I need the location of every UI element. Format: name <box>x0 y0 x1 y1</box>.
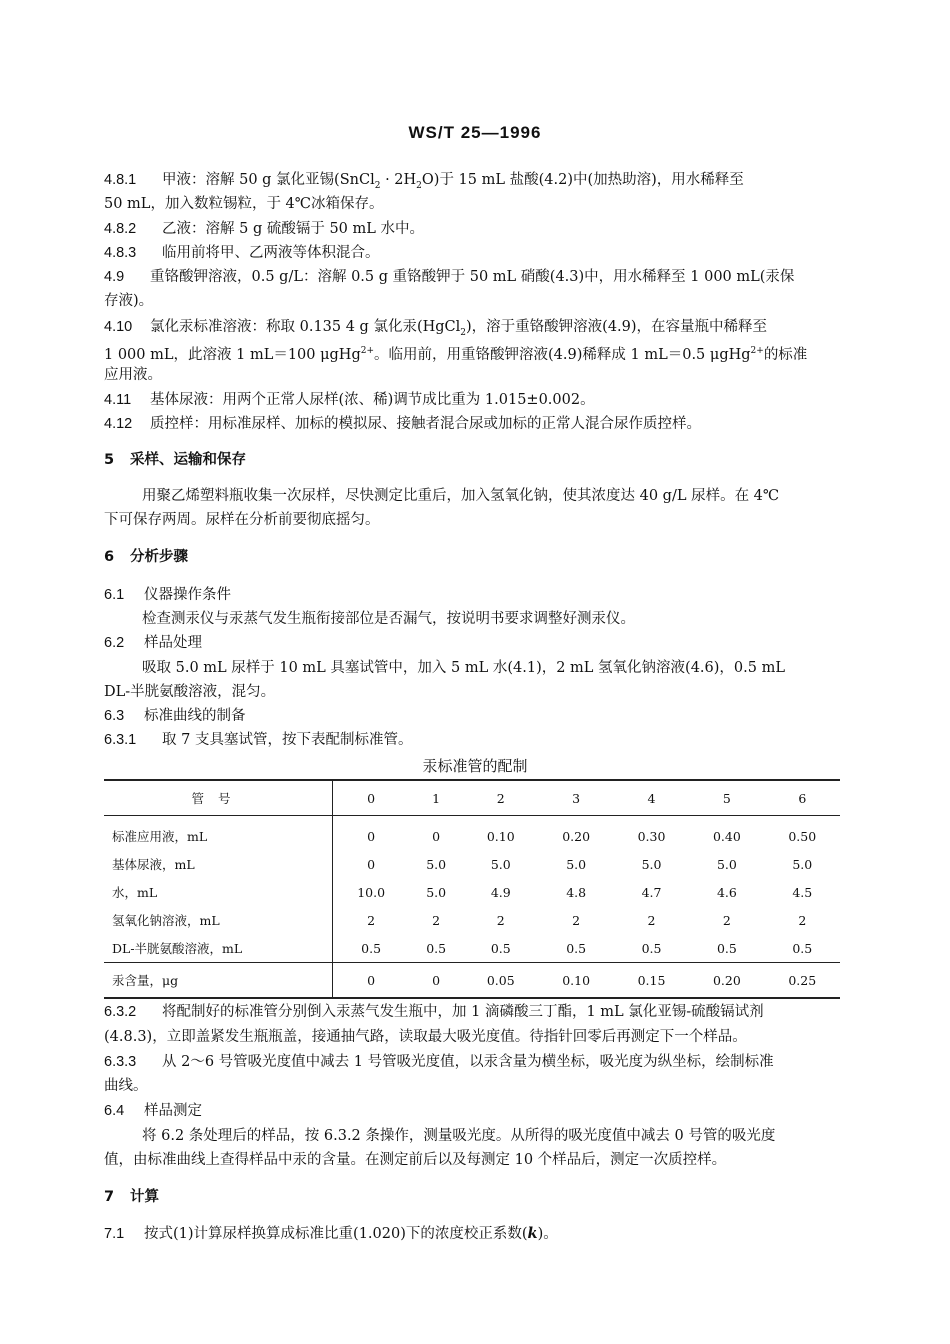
clause-6-1: 6.1 仪器操作条件 <box>104 587 231 603</box>
table-cell: 5.0 <box>426 884 447 900</box>
table-cell: 4.7 <box>641 884 662 900</box>
table-cell: 5.0 <box>566 856 587 872</box>
table-cell: 10.0 <box>357 884 386 900</box>
table-cell: 0.5 <box>426 940 447 956</box>
clause-6-3-1: 6.3.1 取 7 支具塞试管，按下表配制标准管。 <box>104 732 413 748</box>
column-header: 6 <box>798 790 807 806</box>
column-header: 3 <box>572 790 581 806</box>
clause-6-3-3-cont: 曲线。 <box>104 1078 148 1094</box>
row-label: DL-半胱氨酸溶液，mL <box>104 934 333 963</box>
row-label: 基体尿液，mL <box>104 850 333 878</box>
table-cell: 2 <box>572 912 581 928</box>
clause-4-11: 4.11 基体尿液：用两个正常人尿样(浓、稀)调节成比重为 1.015±0.002。 <box>104 392 595 408</box>
table-cell: 0 <box>367 972 376 988</box>
clause-6-4-text: 将 6.2 条处理后的样品，按 6.3.2 条操作，测量吸光度。从所得的吸光度值中减去 0 号管的吸光度 <box>142 1128 776 1144</box>
table-cell: 4.9 <box>490 884 511 900</box>
table-cell: 0.40 <box>712 828 741 844</box>
clause-6-3-3: 6.3.3 从 2～6 号管吸光度值中减去 1 号管吸光度值，以汞含量为横坐标，吸光度为纵坐标，绘制标准 <box>104 1054 774 1070</box>
column-header: 4 <box>647 790 656 806</box>
clause-4-9: 4.9 重铬酸钾溶液，0.5 g/L：溶解 0.5 g 重铬酸钾于 50 mL 硝酸(4.3)中，用水稀释至 1 000 mL(汞保 <box>104 269 795 285</box>
table-cell: 5.0 <box>792 856 813 872</box>
table-cell: 0 <box>367 856 376 872</box>
clause-4-9-cont: 存液)。 <box>104 293 154 309</box>
table-cell: 0.5 <box>566 940 587 956</box>
clause-number: 4.8.1 <box>104 172 137 188</box>
table-cell: 0.20 <box>562 828 591 844</box>
table-cell: 0.5 <box>490 940 511 956</box>
clause-6-4: 6.4 样品测定 <box>104 1103 202 1119</box>
section-6-heading: 6 分析步骤 <box>104 549 188 565</box>
table-header-row <box>104 780 840 816</box>
table-cell: 0.05 <box>486 972 515 988</box>
clause-4-10-cont: 1 000 mL，此溶液 1 mL＝100 μgHg$^{2+}$。临用前，用重铬酸钾溶液(4.9)稀释成 1 mL＝0.5 μgHg$^{2+}$的标准 <box>104 346 808 363</box>
table-cell: 2 <box>798 912 807 928</box>
table-cell: 0.20 <box>712 972 741 988</box>
column-header: 0 <box>367 790 376 806</box>
section-7-heading: 7 计算 <box>104 1189 159 1205</box>
table-cell: 0.5 <box>641 940 662 956</box>
row-label: 氢氧化钠溶液，mL <box>104 906 333 934</box>
table-cell: 5.0 <box>426 856 447 872</box>
clause-4-10-cont2: 应用液。 <box>104 367 162 383</box>
table-cell: 0 <box>432 828 441 844</box>
clause-4-10: 4.10 氯化汞标准溶液：称取 0.135 4 g 氯化汞(HgCl$_2$)，溶于重铬酸钾溶液(4.9)，在容量瓶中稀释至 <box>104 319 768 338</box>
table-cell: 0.5 <box>361 940 382 956</box>
mercury-standard-table <box>104 779 840 999</box>
table-caption: 汞标准管的配制 <box>422 757 528 775</box>
clause-6-3-2: 6.3.2 将配制好的标准管分别倒入汞蒸气发生瓶中，加 1 滴磷酸三丁酯，1 mL 氯化亚锡-硫酸镉试剂 <box>104 1004 764 1020</box>
table-cell: 2 <box>496 912 505 928</box>
column-header: 5 <box>722 790 731 806</box>
clause-6-3-2-cont: (4.8.3)，立即盖紧发生瓶瓶盖，接通抽气路，读取最大吸光度值。待指针回零后再测定下一个样品。 <box>104 1029 747 1045</box>
table-cell: 2 <box>722 912 731 928</box>
table-cell: 2 <box>647 912 656 928</box>
clause-4-8-1: 4.8.1 甲液：溶解 50 g 氯化亚锡(SnCl$_2$ · $2H_2O$)于 15 mL 盐酸(4.2)中(加热助溶)，用水稀释至 <box>104 172 744 191</box>
table-cell: 0.15 <box>637 972 666 988</box>
clause-4-12: 4.12 质控样：用标准尿样、加标的模拟尿、接触者混合尿或加标的正常人混合尿作质控样。 <box>104 416 701 432</box>
row-label: 水，mL <box>104 878 333 906</box>
clause-6-4-text-cont: 值，由标准曲线上查得样品中汞的含量。在测定前后以及每测定 10 个样品后，测定一次质控样。 <box>104 1152 727 1168</box>
clause-6-2-text: 吸取 5.0 mL 尿样于 10 mL 具塞试管中，加入 5 mL 水(4.1)，2 mL 氢氧化钠溶液(4.6)，0.5 mL <box>142 660 785 676</box>
row-label: 汞含量，μg <box>104 963 333 999</box>
table-cell: 4.6 <box>716 884 737 900</box>
table-cell: 5.0 <box>716 856 737 872</box>
table-cell: 0 <box>432 972 441 988</box>
table-cell: 4.5 <box>792 884 813 900</box>
table-cell: 0.10 <box>486 828 515 844</box>
table-cell: 2 <box>367 912 376 928</box>
section-5-paragraph-cont: 下可保存两周。尿样在分析前要彻底摇匀。 <box>104 512 380 528</box>
table-cell: 0.30 <box>637 828 666 844</box>
section-5-paragraph: 用聚乙烯塑料瓶收集一次尿样，尽快测定比重后，加入氢氧化钠，使其浓度达 40 g/L 尿样。在 4℃ <box>142 488 780 504</box>
table-cell: 0 <box>367 828 376 844</box>
table-row <box>104 878 840 906</box>
table-total-row <box>104 963 840 999</box>
clause-6-2: 6.2 样品处理 <box>104 635 202 651</box>
table-row <box>104 850 840 878</box>
table-cell: 0.25 <box>788 972 817 988</box>
table-cell: 0.5 <box>792 940 813 956</box>
table-cell: 0.50 <box>788 828 817 844</box>
table-header-label: 管号 <box>104 780 333 816</box>
section-5-heading: 5 采样、运输和保存 <box>104 452 246 468</box>
table-cell: 0.10 <box>562 972 591 988</box>
clause-4-8-1-cont: 50 mL，加入数粒锡粒，于 4℃冰箱保存。 <box>104 196 384 212</box>
table-row <box>104 934 840 963</box>
table-cell: 0.5 <box>716 940 737 956</box>
column-header: 1 <box>432 790 441 806</box>
column-header: 2 <box>496 790 505 806</box>
clause-6-3: 6.3 标准曲线的制备 <box>104 708 246 724</box>
row-label: 标准应用液，mL <box>104 816 333 851</box>
clause-6-2-text-cont: DL-半胱氨酸溶液，混匀。 <box>104 684 276 700</box>
clause-4-8-2: 4.8.2 乙液：溶解 5 g 硫酸镉于 50 mL 水中。 <box>104 221 424 237</box>
clause-4-8-3: 4.8.3 临用前将甲、乙两液等体积混合。 <box>104 245 380 261</box>
table-cell: 5.0 <box>490 856 511 872</box>
table-row <box>104 816 840 851</box>
table-cell: 5.0 <box>641 856 662 872</box>
table-row <box>104 906 840 934</box>
clause-6-1-text: 检查测汞仪与汞蒸气发生瓶衔接部位是否漏气，按说明书要求调整好测汞仪。 <box>142 611 635 627</box>
table-cell: 4.8 <box>566 884 587 900</box>
table-cell: 2 <box>432 912 441 928</box>
standard-header: WS/T 25—1996 <box>408 123 542 142</box>
clause-7-1: 7.1 按式(1)计算尿样换算成标准比重(1.020)下的浓度校正系数(k)。 <box>104 1225 558 1242</box>
